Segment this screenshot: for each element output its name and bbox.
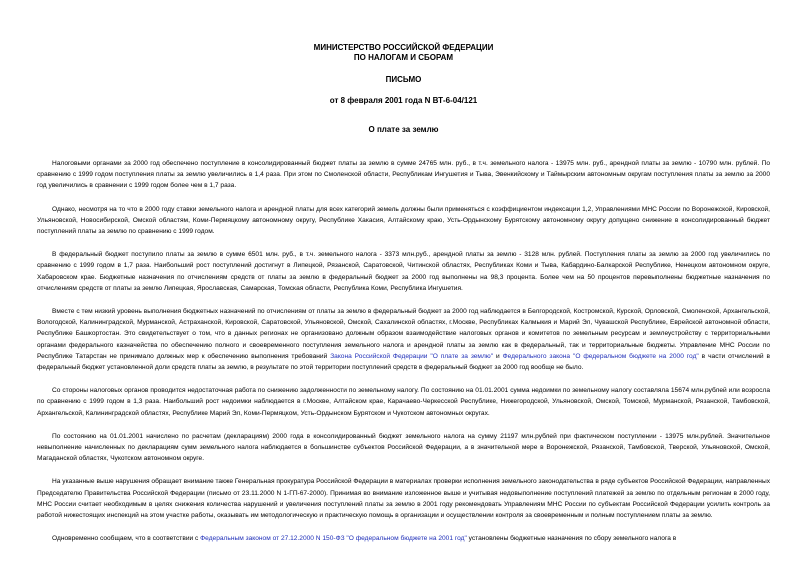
paragraph-1: Налоговыми органами за 2000 год обеспечено поступление в консолидированный бюджет платы за землю в сумме 24765 млн. руб., в т.ч. земельного налога - 13975 млн. руб., арендной платы за землю - 10790 млн. рублей. По сравнению с 1999 годом поступления платы за землю увеличились в 1,4 раза. При этом по Смоленской области, Республикам Ингушетия и Тыва, Эвенкийскому и Таймырским автономным округам поступления платы за землю за 2000 год увеличились в сравнении с 1999 годом более чем в 1,7 раза. xyxy=(37,160,770,190)
law-on-land-payment-link[interactable]: Закона Российской Федерации "О плате за землю" xyxy=(330,352,494,360)
paragraph-4-text-a: Вместе с тем низкий уровень выполнения бюджетных назначений по отчислениям от платы за землю в федеральный бюджет за 2000 год наблюдается в Белгородской, Костромской, Курской, Орловской, Смоленской, Архангельской, Вологодской, Калининградской, Мурманской, Астраханской, Кировской, Саратовской, Ульяновской, Омской, Сахалинской областях, г.Москве, Республиках Калмыкия и Марий Эл, Чувашской Республике, Еврейской автономной области, Республике Башкортостан. Это свидетельствует о том, что в данных регионах не организовано должным образом взаимодействие налоговых органов и комитетов по земельным ресурсам и землеустройству с территориальными органами федерального казначейства по обеспечению полного и своевременного поступления земельного налога и арендной платы за землю как в федеральный, так и территориальные бюджеты. Управление МНС России по Республике Татарстан не принимало должных мер к обеспечению выполнения требований xyxy=(37,308,770,360)
ministry-name-line2: ПО НАЛОГАМ И СБОРАМ xyxy=(353,53,454,62)
paragraph-7: На указанные выше нарушения обращает внимание также Генеральная прокуратура Российской Федерации в материалах проверки исполнения земельного законодательства в ряде субъектов Российской Федерации, направленных Председателю Правительства Российской Федерации (письмо от 23.11.2000 N 1-ГП-67-2000). Принимая во внимание изложенное выше и учитывая недовыполнение поступлений платежей за землю по отдельным регионам в 2000 году, МНС России считает необходимым в целях снижения количества нарушений и увеличения поступлений платы за землю в 2001 году рекомендовать Управлениям МНС России по субъектам Российской Федерации усилить контроль за работой нижестоящих инспекций на этом участке работы, оказывать им методологическую и практическую помощь в организации и осуществлении контроля за своевременным и полным поступлением платы за землю. xyxy=(37,478,770,520)
ministry-name-line1: МИНИСТЕРСТВО РОССИЙСКОЙ ФЕДЕРАЦИИ xyxy=(313,43,494,52)
paragraph-6: По состоянию на 01.01.2001 начислено по расчетам (декларациям) 2000 года в консолидированный бюджет земельного налога на сумму 21197 млн.рублей при фактическом поступлении - 13975 млн.рублей. Значительное невыполнение начисленных по декларациям сумм земельного налога наблюдается в большинстве субъектов Российской Федерации, а в значительной мере в Воронежской, Рязанской, Тамбовской, Тверской, Ульяновской, Омской, Магаданской областях, Чукотском автономном округе. xyxy=(37,432,770,463)
paragraph-4-text-c: в части отчислений в федеральный бюджет установленной доли средств платы за землю, в результате по этой территории поступлений средств в федеральный бюджет за 2000 год вообще не было. xyxy=(37,352,770,372)
paragraph-8-text-a: Одновременно сообщаем, что в соответствии с xyxy=(52,535,201,543)
document-subject: О плате за землю xyxy=(368,125,439,134)
document-type: ПИСЬМО xyxy=(385,75,422,84)
paragraph-2: Однако, несмотря на то что в 2000 году ставки земельного налога и арендной платы для всех категорий земель должны были применяться с коэффициентом индексации 1,2, Управлениями МНС России по Воронежской, Кировской, Ульяновской, Новосибирской, Омской областям, Коми-Пермяцкому автономному округу, Республике Хакасия, Алтайскому краю, Усть-Ордынскому Бурятскому автономному округу допущено снижение в консолидированный бюджет поступлений платы за землю по сравнению с 1999 годом. xyxy=(37,205,770,236)
federal-budget-2001-law-link[interactable]: Федеральным законом от 27.12.2000 N 150-ФЗ "О федеральном бюджете на 2001 год" xyxy=(200,535,467,543)
paragraph-4 xyxy=(37,306,770,373)
paragraph-8 xyxy=(37,533,770,544)
paragraph-4-text-b: и xyxy=(493,352,503,360)
document-date-number: от 8 февраля 2001 года N ВТ-6-04/121 xyxy=(329,96,478,105)
federal-budget-2000-law-link[interactable]: Федерального закона "О федеральном бюджете на 2000 год" xyxy=(502,352,699,360)
paragraph-3: В федеральный бюджет поступило платы за землю в сумме 6501 млн. руб., в т.ч. земельного налога - 3373 млн.руб., арендной платы за землю - 3128 млн. рублей. Поступления платы за землю за 2000 год увеличились по сравнению с 1999 годом в 1,7 раза. Наибольший рост поступлений достигнут в Липецкой, Рязанской, Саратовской, Читинской областях, Республиках Коми и Тыва, Кабардино-Балкарской Республике, Ненецком автономном округе, Хабаровском крае. Бюджетные назначения по отчислениям средств от платы за землю в федеральный бюджет за 2000 год выполнены на 98,3 процента. Более чем на 50 процентов перевыполнены бюджетные назначения по отчислениям средств от платы за землю Липецкая, Ярославская, Самарская, Томская области, Республика Коми, Республика Ингушетия. xyxy=(37,251,770,292)
paragraph-8-text-b: установлены бюджетные назначения по сбору земельного налога в xyxy=(466,535,677,543)
document-body xyxy=(37,158,770,544)
paragraph-5: Со стороны налоговых органов проводится недостаточная работа по снижению задолженности по земельному налогу. По состоянию на 01.01.2001 сумма недоимки по земельному налогу составляла 15674 млн.рублей или возросла по сравнению с 1999 годом в 1,3 раза. Наибольший рост недоимки наблюдается в г.Москве, Алтайском крае, Карачаево-Черкесской Республике, Нижегородской, Ульяновской, Омской, Томской, Мурманской, Рязанской, Тамбовской, Архангельской, Калининградской областях, Республике Марий Эл, Коми-Пермяцком, Усть-Ордынском Бурятском и Чукотском автономных округах. xyxy=(37,387,770,417)
